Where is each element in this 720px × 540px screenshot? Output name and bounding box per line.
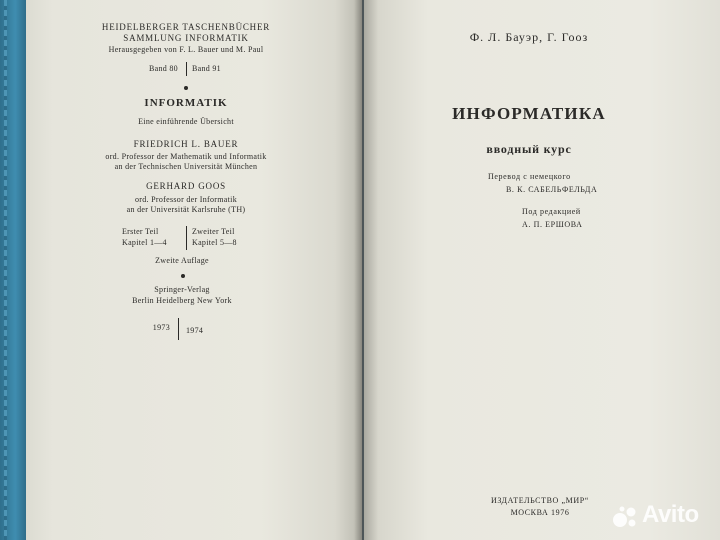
avito-dots-icon xyxy=(612,504,638,530)
translator: В. К. САБЕЛЬФЕЛЬДА xyxy=(506,185,598,194)
avito-watermark xyxy=(612,499,716,533)
author1-line1: ord. Professor der Mathematik und Informatik xyxy=(105,152,267,161)
right-city-year: МОСКВА 1976 xyxy=(510,508,570,517)
author1-line2: an der Technischen Universität München xyxy=(114,162,258,171)
left-title: INFORMATIK xyxy=(144,97,228,109)
band-divider xyxy=(186,62,187,76)
editor-label: Под редакцией xyxy=(522,207,581,216)
author2-line1: ord. Professor der Informatik xyxy=(134,195,237,204)
right-title: ИНФОРМАТИКА xyxy=(452,104,606,123)
part1-line2: Kapitel 1—4 xyxy=(122,238,167,247)
years-divider xyxy=(178,318,179,340)
translation-label: Перевод с немецкого xyxy=(488,172,571,181)
right-subtitle: вводный курс xyxy=(486,142,572,156)
author2-name: GERHARD GOOS xyxy=(146,181,226,191)
right-page xyxy=(364,0,720,540)
part2-line2: Kapitel 5—8 xyxy=(192,238,237,247)
year-right: 1974 xyxy=(186,326,204,335)
right-authors: Ф. Л. Бауэр, Г. Гооз xyxy=(469,30,589,44)
part2-line1: Zweiter Teil xyxy=(192,227,235,236)
band-right: Band 91 xyxy=(192,64,221,73)
series-line-1: HEIDELBERGER TASCHENBÜCHER xyxy=(101,22,271,32)
parts-divider xyxy=(186,226,187,250)
right-publisher: ИЗДАТЕЛЬСТВО „МИР“ xyxy=(491,496,589,505)
author1-name: FRIEDRICH L. BAUER xyxy=(133,139,239,149)
editors-line: Herausgegeben von F. L. Bauer und M. Paul xyxy=(108,45,264,54)
bullet-dot xyxy=(184,86,188,90)
cover-cloth-texture xyxy=(4,0,7,540)
left-page xyxy=(26,0,362,540)
left-publisher: Springer-Verlag xyxy=(154,285,210,294)
editor-name: А. П. ЕРШОВА xyxy=(522,220,583,229)
left-subtitle: Eine einführende Übersicht xyxy=(138,117,234,126)
edition: Zweite Auflage xyxy=(155,256,209,265)
author2-line2: an der Universität Karlsruhe (TH) xyxy=(126,205,246,214)
bullet-dot xyxy=(181,274,185,278)
part1-line1: Erster Teil xyxy=(122,227,159,236)
year-left: 1973 xyxy=(152,323,170,332)
band-left: Band 80 xyxy=(149,64,178,73)
left-cities: Berlin Heidelberg New York xyxy=(132,296,232,305)
watermark-text: Avito xyxy=(642,501,699,528)
series-line-2: SAMMLUNG INFORMATIK xyxy=(123,33,249,43)
